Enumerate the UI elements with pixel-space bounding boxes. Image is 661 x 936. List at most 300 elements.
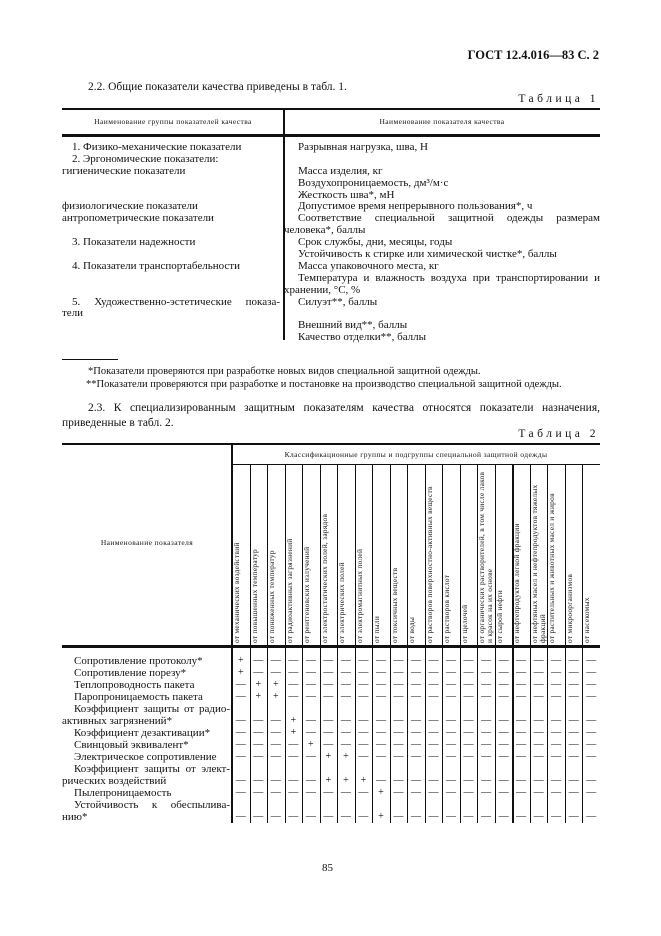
table2-column-header: от органических растворителей, в том числе лаков и красок на их основе: [477, 471, 495, 643]
dash-mark: —: [270, 787, 281, 798]
table2-group-header: Классификационные группы и подгруппы специальной защитной одежды: [284, 450, 548, 459]
dash-mark: —: [428, 775, 439, 786]
dash-mark: —: [288, 751, 299, 762]
dash-mark: —: [235, 751, 246, 762]
dash-mark: —: [498, 679, 509, 690]
plus-mark: +: [343, 751, 349, 762]
table1-indicator-cell: Жесткость шва*, мН: [298, 188, 395, 201]
dash-mark: —: [393, 811, 404, 822]
dash-mark: —: [288, 787, 299, 798]
dash-mark: —: [533, 811, 544, 822]
dash-mark: —: [323, 691, 334, 702]
dash-mark: —: [410, 679, 421, 690]
table1-group-cell: 5. Художественно-эстетические показа-: [72, 295, 280, 308]
dash-mark: —: [253, 775, 264, 786]
dash-mark: —: [446, 667, 457, 678]
dash-mark: —: [253, 787, 264, 798]
dash-mark: —: [305, 715, 316, 726]
dash-mark: —: [463, 811, 474, 822]
table2-indicator-name: рических воздействий: [62, 775, 167, 787]
dash-mark: —: [516, 775, 527, 786]
dash-mark: —: [533, 715, 544, 726]
dash-mark: —: [358, 691, 369, 702]
plus-mark: +: [290, 727, 297, 738]
dash-mark: —: [428, 715, 439, 726]
plus-mark: +: [272, 691, 279, 702]
dash-mark: —: [568, 811, 579, 822]
dash-mark: —: [340, 715, 351, 726]
table2-col-indicator: Наименование показателя: [100, 538, 194, 547]
table2-column-header: от щелочей: [459, 604, 469, 643]
dash-mark: —: [516, 751, 527, 762]
dash-mark: —: [463, 655, 474, 666]
dash-mark: —: [270, 715, 281, 726]
table1-row: [62, 297, 600, 309]
dash-mark: —: [393, 715, 404, 726]
dash-mark: —: [446, 679, 457, 690]
table1-row: [62, 332, 600, 344]
dash-mark: —: [393, 667, 404, 678]
dash-mark: —: [533, 775, 544, 786]
dash-mark: —: [305, 775, 316, 786]
plus-mark: +: [237, 655, 244, 666]
table2-column-header: от рентгеновских излучений: [302, 546, 312, 643]
dash-mark: —: [568, 679, 579, 690]
table1-indicator-cell: Допустимое время непрерывного пользования*, ч: [298, 200, 533, 213]
table1-group-cell: антропометрические показатели: [62, 212, 214, 225]
dash-mark: —: [253, 655, 264, 666]
dash-mark: —: [568, 775, 579, 786]
dash-mark: —: [393, 775, 404, 786]
table-1: [62, 108, 600, 344]
dash-mark: —: [253, 727, 264, 738]
dash-mark: —: [533, 655, 544, 666]
dash-mark: —: [305, 691, 316, 702]
table2-column-header: от токсичных веществ: [389, 567, 399, 643]
table1-group-cell: [62, 285, 284, 297]
table2-column-header: от повышенных температур: [249, 549, 259, 643]
table1-indicator-cell: Масса упаковочного места, кг: [298, 259, 439, 272]
plus-mark: +: [290, 715, 297, 726]
dash-mark: —: [481, 691, 492, 702]
dash-mark: —: [463, 787, 474, 798]
dash-mark: —: [481, 655, 492, 666]
dash-mark: —: [358, 751, 369, 762]
table2-column-header: от нефтепродуктов легкой фракции: [512, 523, 522, 643]
table1-row: [62, 166, 600, 178]
table1-indicator-cell: Внешний вид**, баллы: [298, 319, 408, 332]
dash-mark: —: [446, 655, 457, 666]
dash-mark: —: [270, 727, 281, 738]
dash-mark: —: [516, 787, 527, 798]
table1-group-cell: физиологические показатели: [62, 200, 198, 213]
dash-mark: —: [551, 739, 562, 750]
table2-indicator-name: Коэффициент защиты от радио-: [74, 703, 230, 715]
plus-mark: +: [272, 679, 279, 690]
dash-mark: —: [586, 655, 597, 666]
plus-mark: +: [378, 811, 384, 822]
table1-row: [62, 178, 600, 190]
table2-column-header: от растительных и животных масел и жиров: [547, 493, 557, 643]
dash-mark: —: [586, 787, 597, 798]
dash-mark: —: [428, 811, 439, 822]
dash-mark: —: [235, 727, 246, 738]
plus-mark: +: [255, 679, 262, 690]
footnote-1: *Показатели проверяются при разработке новых видов специальной защитной одежды.: [88, 366, 481, 377]
dash-mark: —: [481, 811, 492, 822]
dash-mark: —: [235, 787, 246, 798]
paragraph-2-3: 2.3. К специализированным защитным показателям качества относятся показатели назначения, приведенные в табл. 2.: [62, 402, 600, 429]
dash-mark: —: [498, 727, 509, 738]
table1-group-cell: гигиенические показатели: [62, 164, 186, 177]
dash-mark: —: [305, 667, 316, 678]
dash-mark: —: [375, 727, 386, 738]
dash-mark: —: [375, 691, 386, 702]
dash-mark: —: [410, 727, 421, 738]
dash-mark: —: [551, 715, 562, 726]
dash-mark: —: [375, 679, 386, 690]
dash-mark: —: [288, 811, 299, 822]
table2-indicator-name: активных загрязнений*: [62, 715, 173, 727]
dash-mark: —: [375, 667, 386, 678]
table1-indicator-cell: Качество отделки**, баллы: [298, 331, 427, 344]
table2-column-header: от сырой нефти: [494, 590, 504, 643]
dash-mark: —: [428, 787, 439, 798]
table1-group-cell: [62, 273, 284, 285]
dash-mark: —: [358, 655, 369, 666]
dash-mark: —: [288, 679, 299, 690]
dash-mark: —: [428, 739, 439, 750]
dash-mark: —: [288, 775, 299, 786]
dash-mark: —: [270, 655, 281, 666]
dash-mark: —: [428, 655, 439, 666]
table2-caption: Таблица 2: [518, 428, 599, 440]
dash-mark: —: [516, 811, 527, 822]
dash-mark: —: [516, 655, 527, 666]
dash-mark: —: [270, 775, 281, 786]
dash-mark: —: [481, 775, 492, 786]
table2-column-header: от радиоактивных загрязнений: [284, 538, 294, 643]
dash-mark: —: [235, 715, 246, 726]
dash-mark: —: [533, 667, 544, 678]
dash-mark: —: [323, 727, 334, 738]
dash-mark: —: [305, 751, 316, 762]
table2-column-header: от микроорганизмов: [564, 573, 574, 643]
table1-row: [62, 273, 600, 285]
dash-mark: —: [305, 811, 316, 822]
dash-mark: —: [393, 679, 404, 690]
dash-mark: —: [410, 691, 421, 702]
dash-mark: —: [235, 775, 246, 786]
dash-mark: —: [586, 667, 597, 678]
plus-mark: +: [325, 751, 332, 762]
dash-mark: —: [340, 739, 351, 750]
dash-mark: —: [410, 739, 421, 750]
table2-indicator-name: нию*: [62, 811, 88, 823]
dash-mark: —: [551, 691, 562, 702]
plus-mark: +: [308, 739, 314, 750]
dash-mark: —: [446, 739, 457, 750]
dash-mark: —: [410, 751, 421, 762]
dash-mark: —: [498, 775, 509, 786]
table1-indicator-cell: Соответствие специальной защитной одежды размерам: [298, 212, 600, 225]
dash-mark: —: [253, 715, 264, 726]
table1-row: [62, 261, 600, 273]
dash-mark: —: [586, 727, 597, 738]
dash-mark: —: [288, 691, 299, 702]
table1-row: [62, 154, 600, 166]
table1-caption: Таблица 1: [518, 93, 599, 105]
dash-mark: —: [463, 667, 474, 678]
dash-mark: —: [323, 739, 334, 750]
dash-mark: —: [481, 727, 492, 738]
table2-indicator-name: Свинцовый эквивалент*: [74, 739, 189, 751]
dash-mark: —: [288, 667, 299, 678]
dash-mark: —: [410, 667, 421, 678]
dash-mark: —: [481, 715, 492, 726]
dash-mark: —: [253, 667, 264, 678]
dash-mark: —: [446, 715, 457, 726]
dash-mark: —: [586, 715, 597, 726]
table1-indicator-cell: хранении, °С, %: [284, 283, 361, 296]
dash-mark: —: [498, 751, 509, 762]
dash-mark: —: [428, 691, 439, 702]
dash-mark: —: [516, 679, 527, 690]
dash-mark: —: [498, 715, 509, 726]
dash-mark: —: [270, 751, 281, 762]
dash-mark: —: [463, 751, 474, 762]
dash-mark: —: [393, 655, 404, 666]
dash-mark: —: [235, 691, 246, 702]
table2-column-header: от механических воздействий: [232, 542, 241, 643]
table1-indicator-cell: Устойчивость к стирке или химической чистке*, баллы: [298, 248, 557, 261]
dash-mark: —: [533, 751, 544, 762]
dash-mark: —: [235, 739, 246, 750]
table1-group-cell: 1. Физико-механические показатели: [72, 141, 242, 153]
dash-mark: —: [428, 727, 439, 738]
dash-mark: —: [253, 751, 264, 762]
dash-mark: —: [568, 739, 579, 750]
dash-mark: —: [375, 739, 386, 750]
dash-mark: —: [481, 787, 492, 798]
dash-mark: —: [586, 751, 597, 762]
dash-mark: —: [305, 655, 316, 666]
dash-mark: —: [551, 667, 562, 678]
dash-mark: —: [533, 727, 544, 738]
table1-group-cell: тели: [62, 307, 84, 320]
dash-mark: —: [270, 739, 281, 750]
dash-mark: —: [305, 787, 316, 798]
dash-mark: —: [446, 691, 457, 702]
table1-group-cell: [62, 178, 284, 190]
dash-mark: —: [428, 751, 439, 762]
table2-indicator-name: Коэффициент защиты от элект-: [74, 763, 230, 775]
table1-indicator-cell: Масса изделия, кг: [298, 164, 383, 177]
dash-mark: —: [358, 667, 369, 678]
dash-mark: —: [481, 751, 492, 762]
dash-mark: —: [533, 691, 544, 702]
dash-mark: —: [393, 751, 404, 762]
dash-mark: —: [410, 811, 421, 822]
dash-mark: —: [568, 715, 579, 726]
table1-col-group: Наименование группы показателей качества: [94, 116, 252, 126]
table2-column-header: от электромагнитных полей: [354, 548, 364, 643]
dash-mark: —: [551, 727, 562, 738]
dash-mark: —: [586, 775, 597, 786]
dash-mark: —: [446, 727, 457, 738]
plus-mark: +: [360, 775, 367, 786]
dash-mark: —: [340, 655, 351, 666]
dash-mark: —: [498, 739, 509, 750]
dash-mark: —: [498, 655, 509, 666]
table2-indicator-name: Сопротивление протоколу*: [74, 655, 203, 667]
dash-mark: —: [533, 679, 544, 690]
dash-mark: —: [340, 667, 351, 678]
dash-mark: —: [551, 751, 562, 762]
dash-mark: —: [586, 691, 597, 702]
table2-indicator-name: Теплопроводность пакета: [74, 679, 195, 691]
table2-indicator-name: Сопротивление порезу*: [74, 667, 187, 679]
plus-mark: +: [325, 775, 332, 786]
table1-group-cell: 2. Эргономические показатели:: [72, 152, 219, 165]
dash-mark: —: [428, 667, 439, 678]
dash-mark: —: [551, 679, 562, 690]
table2-column-header: от растворов кислот: [442, 574, 452, 643]
dash-mark: —: [568, 787, 579, 798]
dash-mark: —: [533, 787, 544, 798]
dash-mark: —: [410, 787, 421, 798]
table1-indicator-cell: Температура и влажность воздуха при транспортировании и: [298, 271, 600, 284]
dash-mark: —: [358, 811, 369, 822]
dash-mark: —: [428, 679, 439, 690]
table1-indicator-cell: [284, 154, 600, 166]
dash-mark: —: [253, 739, 264, 750]
dash-mark: —: [393, 787, 404, 798]
table1-col-indicator: Наименование показателя качества: [379, 116, 505, 126]
dash-mark: —: [358, 715, 369, 726]
dash-mark: —: [323, 715, 334, 726]
dash-mark: —: [463, 775, 474, 786]
dash-mark: —: [516, 691, 527, 702]
dash-mark: —: [410, 715, 421, 726]
dash-mark: —: [568, 727, 579, 738]
dash-mark: —: [375, 751, 386, 762]
dash-mark: —: [358, 739, 369, 750]
dash-mark: —: [568, 667, 579, 678]
table2-indicator-name: Коэффициент дезактивации*: [74, 727, 211, 739]
dash-mark: —: [533, 739, 544, 750]
dash-mark: —: [340, 679, 351, 690]
dash-mark: —: [375, 715, 386, 726]
dash-mark: —: [498, 811, 509, 822]
dash-mark: —: [551, 775, 562, 786]
table1-group-cell: 3. Показатели надежности: [72, 236, 196, 249]
table1-indicator-cell: человека*, баллы: [284, 224, 366, 237]
dash-mark: —: [375, 655, 386, 666]
page-number: 85: [322, 862, 333, 874]
dash-mark: —: [270, 811, 281, 822]
dash-mark: —: [340, 811, 351, 822]
dash-mark: —: [446, 811, 457, 822]
dash-mark: —: [323, 811, 334, 822]
dash-mark: —: [270, 667, 281, 678]
table1-indicator-cell: Воздухопроницаемость, дм³/м·с: [298, 176, 449, 189]
dash-mark: —: [481, 667, 492, 678]
dash-mark: —: [235, 811, 246, 822]
table1-indicator-cell: Силуэт**, баллы: [298, 295, 378, 308]
dash-mark: —: [463, 679, 474, 690]
dash-mark: —: [305, 679, 316, 690]
table1-group-cell: [62, 320, 284, 332]
dash-mark: —: [498, 691, 509, 702]
dash-mark: —: [586, 679, 597, 690]
dash-mark: —: [551, 811, 562, 822]
dash-mark: —: [393, 739, 404, 750]
dash-mark: —: [410, 655, 421, 666]
dash-mark: —: [463, 715, 474, 726]
dash-mark: —: [481, 679, 492, 690]
table2-indicator-name: Пылепроницаемость: [74, 787, 172, 799]
table2-column-header: от электрических полей: [337, 562, 347, 643]
dash-mark: —: [340, 787, 351, 798]
table1-group-cell: 4. Показатели транспортабельности: [72, 259, 240, 272]
table2-column-header: от пыли: [372, 615, 382, 643]
dash-mark: —: [463, 727, 474, 738]
dash-mark: —: [358, 727, 369, 738]
dash-mark: —: [358, 679, 369, 690]
dash-mark: —: [393, 691, 404, 702]
dash-mark: —: [253, 811, 264, 822]
dash-mark: —: [305, 727, 316, 738]
dash-mark: —: [358, 787, 369, 798]
dash-mark: —: [323, 787, 334, 798]
plus-mark: +: [343, 775, 349, 786]
dash-mark: —: [463, 739, 474, 750]
plus-mark: +: [255, 691, 262, 702]
dash-mark: —: [516, 739, 527, 750]
plus-mark: +: [237, 667, 244, 678]
dash-mark: —: [288, 739, 299, 750]
table2-column-header: от воды: [407, 616, 417, 643]
dash-mark: —: [568, 691, 579, 702]
table1-row: [62, 285, 600, 297]
dash-mark: —: [498, 787, 509, 798]
dash-mark: —: [481, 739, 492, 750]
dash-mark: —: [516, 715, 527, 726]
dash-mark: —: [551, 787, 562, 798]
dash-mark: —: [516, 667, 527, 678]
dash-mark: —: [446, 751, 457, 762]
plus-mark: +: [378, 787, 384, 798]
dash-mark: —: [375, 775, 386, 786]
dash-mark: —: [323, 679, 334, 690]
running-header: ГОСТ 12.4.016—83 С. 2: [467, 48, 599, 62]
dash-mark: —: [323, 655, 334, 666]
dash-mark: —: [463, 691, 474, 702]
table1-group-cell: [62, 332, 284, 344]
dash-mark: —: [340, 727, 351, 738]
dash-mark: —: [288, 655, 299, 666]
dash-mark: —: [410, 775, 421, 786]
dash-mark: —: [516, 727, 527, 738]
paragraph-2-2: 2.2. Общие показатели качества приведены в табл. 1.: [88, 81, 347, 93]
dash-mark: —: [586, 739, 597, 750]
table2-column-header: от насекомых: [582, 597, 592, 643]
dash-mark: —: [446, 787, 457, 798]
dash-mark: —: [323, 667, 334, 678]
dash-mark: —: [340, 691, 351, 702]
table2-column-header: от нефтяных масел и нефтепродуктов тяжелых фракций: [529, 484, 547, 643]
